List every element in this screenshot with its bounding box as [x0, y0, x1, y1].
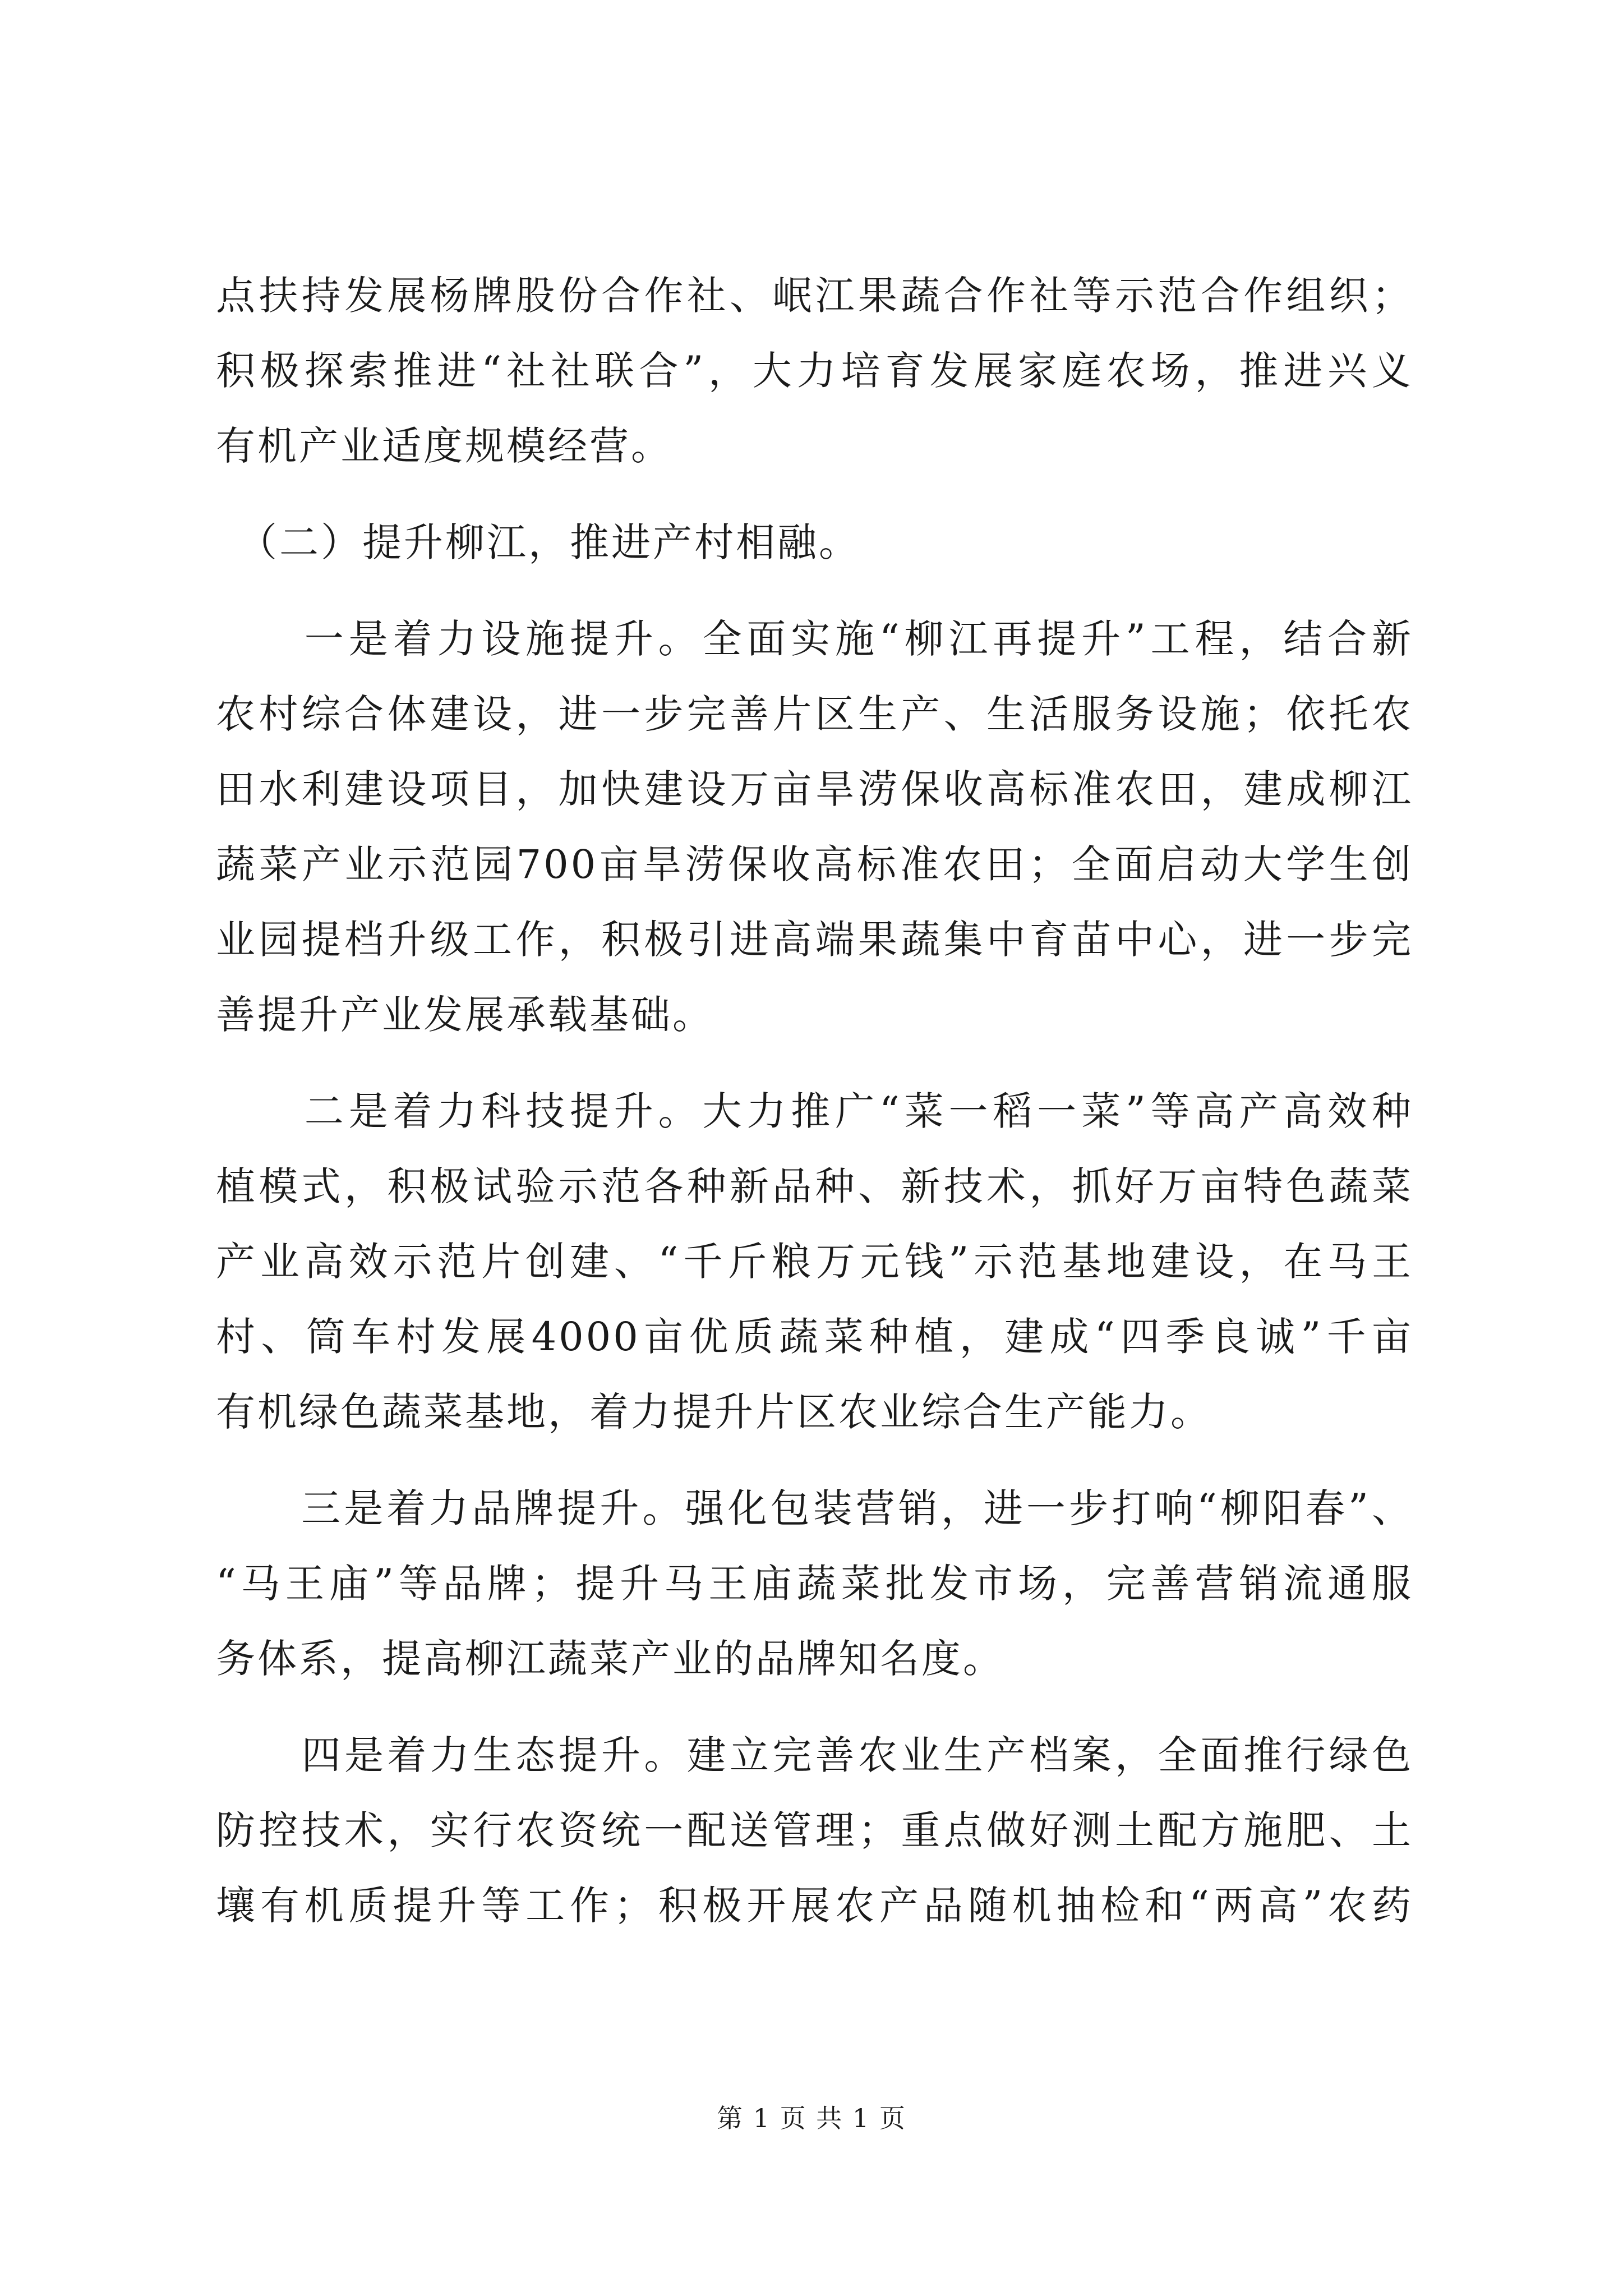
text-line: 田水利建设项目，加快建设万亩旱涝保收高标准农田，建成柳江	[216, 766, 1413, 812]
text-line: 蔬菜产业示范园700亩旱涝保收高标准农田；全面启动大学生创	[216, 841, 1413, 887]
page-footer: 第 1 页 共 1 页	[717, 2103, 906, 2133]
text-line: 有机产业适度规模经营。	[216, 423, 672, 469]
paragraph	[216, 601, 1413, 1052]
text-line: 二是着力科技提升。大力推广“菜一稻一菜”等高产高效种	[216, 1088, 1413, 1134]
text-line: 积极探索推进“社社联合”，大力培育发展家庭农场，推进兴义	[216, 348, 1413, 394]
text-line: 一是着力设施提升。全面实施“柳江再提升”工程，结合新	[216, 616, 1413, 662]
text-line: 点扶持发展杨牌股份合作社、岷江果蔬合作社等示范合作组织；	[216, 273, 1413, 319]
text-line: 务体系，提高柳江蔬菜产业的品牌知名度。	[216, 1636, 1004, 1682]
paragraph	[216, 1718, 1413, 1943]
text-line: 村、筒车村发展4000亩优质蔬菜种植，建成“四季良诚”千亩	[216, 1314, 1413, 1360]
paragraph-gap	[216, 1450, 1413, 1471]
paragraph-gap	[216, 1052, 1413, 1074]
paragraph-gap	[216, 1696, 1413, 1718]
paragraph	[216, 258, 1413, 484]
text-line: 有机绿色蔬菜基地，着力提升片区农业综合生产能力。	[216, 1389, 1212, 1435]
paragraph-gap	[216, 484, 1413, 505]
text-line: 三是着力品牌提升。强化包装营销，进一步打响“柳阳春”、	[216, 1485, 1413, 1531]
paragraph-gap	[216, 580, 1413, 601]
text-line: 防控技术，实行农资统一配送管理；重点做好测土配方施肥、土	[216, 1807, 1413, 1853]
text-line: 植模式，积极试验示范各种新品种、新技术，抓好万亩特色蔬菜	[216, 1163, 1413, 1209]
text-line: 农村综合体建设，进一步完善片区生产、生活服务设施；依托农	[216, 691, 1413, 737]
text-line: “马王庙”等品牌；提升马王庙蔬菜批发市场，完善营销流通服	[216, 1561, 1413, 1607]
text-line: 善提升产业发展承载基础。	[216, 992, 714, 1038]
paragraph	[216, 1471, 1413, 1696]
paragraph	[216, 505, 1413, 580]
text-line: 四是着力生态提升。建立完善农业生产档案，全面推行绿色	[216, 1732, 1413, 1778]
text-line: 产业高效示范片创建、“千斤粮万元钱”示范基地建设，在马王	[216, 1239, 1413, 1285]
paragraph	[216, 1074, 1413, 1450]
text-line: 壤有机质提升等工作；积极开展农产品随机抽检和“两高”农药	[216, 1883, 1413, 1929]
text-line: （二）提升柳江，推进产村相融。	[216, 519, 860, 565]
document-body	[216, 258, 1413, 1943]
text-line: 业园提档升级工作，积极引进高端果蔬集中育苗中心，进一步完	[216, 917, 1413, 963]
